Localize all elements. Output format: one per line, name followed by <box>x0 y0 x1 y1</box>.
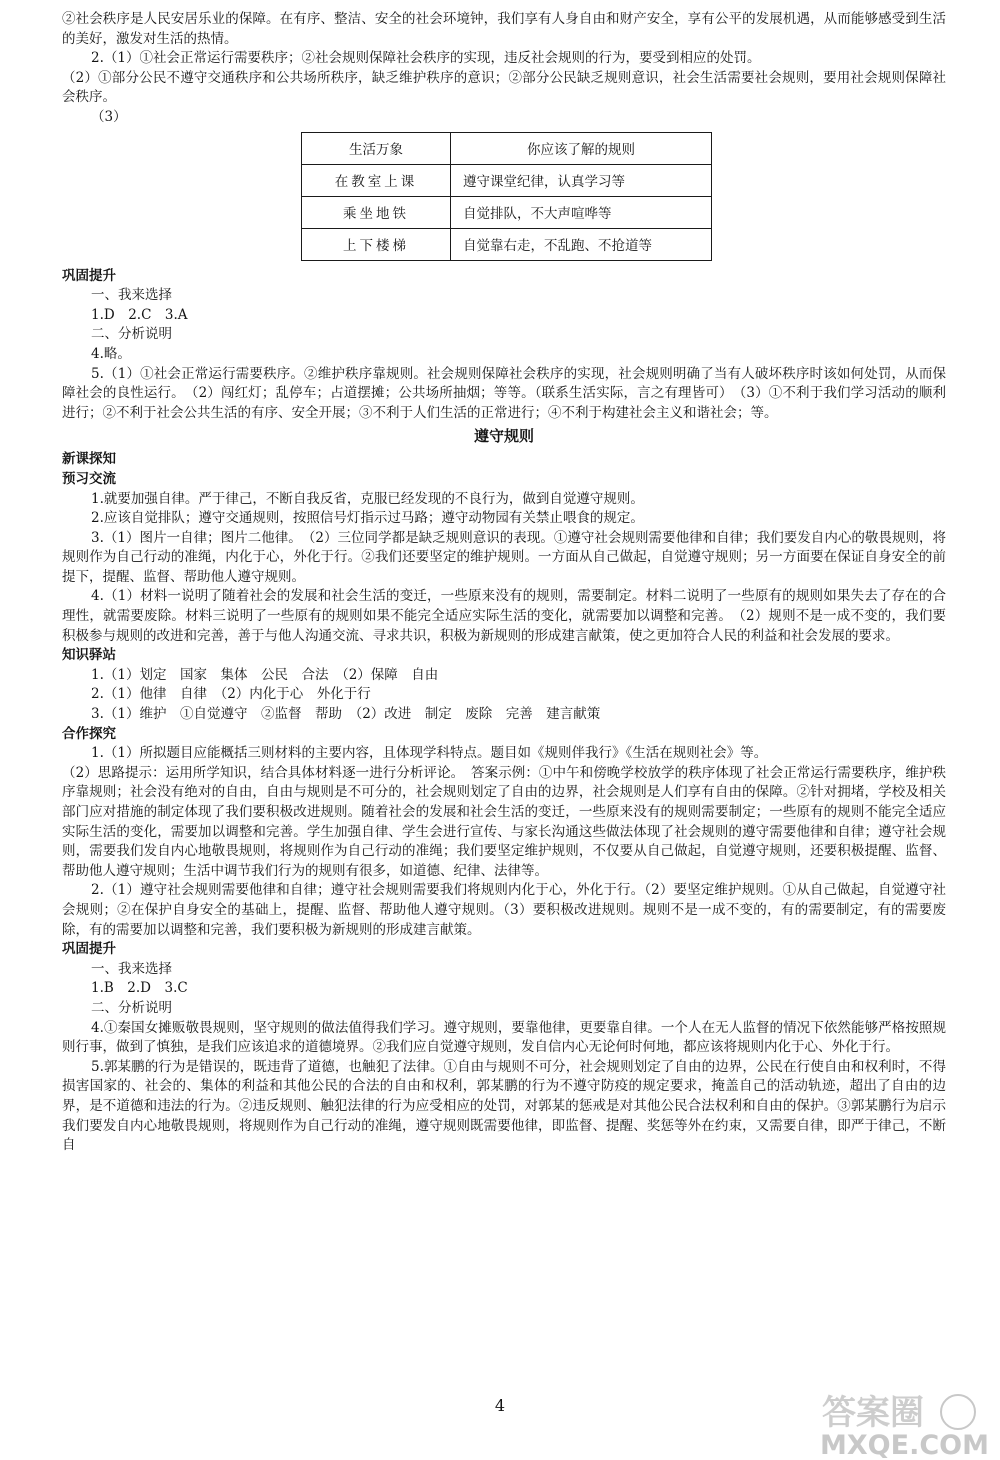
paragraph-answer-2-3-label: （3） <box>91 108 127 125</box>
choice-answers: 1.D 2.C 3.A <box>91 306 188 323</box>
rules-table-cell: 遵守课堂纪律，认真学习等 <box>451 164 712 196</box>
watermark-url: MXQE.COM <box>820 1430 989 1458</box>
knowledge-line-3: 3.（1）维护 ①自觉遵守 ②监督 帮助 （2）改进 制定 废除 完善 建言献策 <box>91 706 601 723</box>
rules-table-row <box>302 228 712 260</box>
answer-4: 4.①秦国女摊贩敬畏规则，坚守规则的做法值得我们学习。遵守规则，要靠他律，更要靠自律。一个人在无人监督的情况下依然能够严格按照规则行事，做到了慎独，是我们应该追求的道德境界。②我们应自觉遵守规则，发自信内心无论何时何地，都应该将规则内化于心、外化于行。 <box>62 1019 946 1056</box>
section-heading-review: 巩固提升 <box>62 267 116 284</box>
rules-table-cell: 乘坐地铁 <box>302 196 451 228</box>
paragraph-answer-2-2: （2）①部分公民不遵守交通秩序和公共场所秩序，缺乏维护秩序的意识；②部分公民缺乏规则意识，社会生活需要社会规则，要用社会规则保障社会秩序。 <box>62 69 946 106</box>
section-heading-knowledge: 知识驿站 <box>62 647 116 664</box>
subheading-choice: 一、我来选择 <box>91 960 172 977</box>
section-heading-preview: 预习交流 <box>62 470 116 487</box>
answer-5: 5.（1）①社会正常运行需要秩序。②维护秩序靠规则。社会规则保障社会秩序的实现，社会规则明确了当有人破坏秩序时该如何处罚，从而保障社会的良性运行。 （2）闯红灯；乱停车；占道摆摊；公共场所抽烟；等等。（联系生活实际，言之有理皆可） （3）①不利于我们学习活动的顺利进行；②不利于社会公共生活的有序、安全开展；③不利于人们生活的正常进行；④不利于构建社会主义和谐社会；等。 <box>62 365 946 421</box>
rules-table-header-cell: 你应该了解的规则 <box>451 132 712 164</box>
preview-answer-1: 1.就要加强自律。严于律己，不断自我反省，克服已经发现的不良行为，做到自觉遵守规则。 <box>91 490 644 507</box>
rules-table-header-cell: 生活万象 <box>302 132 451 164</box>
preview-answer-2: 2.应该自觉排队；遵守交通规则，按照信号灯指示过马路；遵守动物园有关禁止喂食的规定。 <box>91 510 644 527</box>
subheading-analysis: 二、分析说明 <box>91 999 172 1016</box>
watermark-logo <box>818 1388 994 1458</box>
rules-table-row <box>302 164 712 196</box>
cooperation-answer-2: 2.（1）遵守社会规则需要他律和自律；遵守社会规则需要我们将规则内化于心，外化于行。（2）要坚定维护规则。①从自己做起，自觉遵守社会规则；②在保护自身安全的基础上，提醒、监督、帮助他人遵守规则。（3）要积极改进规则。规则不是一成不变的，有的需要制定，有的需要废除，有的需要加以调整和完善，我们要积极为新规则的形成建言献策。 <box>62 882 946 938</box>
rules-table-cell: 自觉排队，不大声喧哗等 <box>451 196 712 228</box>
lesson-title: 遵守规则 <box>473 427 534 446</box>
cooperation-answer-1-2: （2）思路提示：运用所学知识，结合具体材料逐一进行分析评论。 答案示例：①中午和傍晚学校放学的秩序体现了社会正常运行需要秩序，维护秩序靠规则；社会没有绝对的自由，自由与规则是不可分的，社会规则划定了自由的边界，社会规则是人们享有自由的保障。②针对拥堵，学校及相关部门应对措施的制定体现了我们要积极改进规则。随着社会的发展和社会生活的变迁，一些原来没有的规则需要制定；一些原有的规则不能完全适应实际生活的变化，需要加以调整和完善。学生加强自律、学生会进行宣传、与家长沟通这些做法体现了社会规则的遵守需要他律和自律；遵守社会规则，需要我们发自内心地敬畏规则，将规则作为自己行动的准绳；我们要坚定维护规则，不仅要从自己做起，自觉遵守规则，还要积极提醒、监督、帮助他人遵守规则；生活中调节我们行为的规则有很多，如道德、纪律、法律等。 <box>62 764 946 879</box>
rules-table-row <box>302 196 712 228</box>
preview-answer-4: 4.（1）材料一说明了随着社会的发展和社会生活的变迁，一些原来没有的规则，需要制定。材料二说明了一些原有的规则如果失去了存在的合理性，就需要废除。材料三说明了一些原有的规则如果不能完全适应实际生活的变化，就需要加以调整和完善。 （2）规则不是一成不变的，我们要积极参与规则的改进和完善，善于与他人沟通交流、寻求共识，积极为新规则的形成建言献策，使之更加符合人民的利益和社会发展的要求。 <box>62 588 946 644</box>
cooperation-answer-1: 1.（1）所拟题目应能概括三则材料的主要内容，且体现学科特点。题目如《规则伴我行》《生活在规则社会》等。 <box>91 745 768 762</box>
rules-table <box>301 132 712 261</box>
rules-table-cell: 在教室上课 <box>302 164 451 196</box>
section-heading-review: 巩固提升 <box>62 941 116 958</box>
page-number: 4 <box>494 1396 506 1415</box>
choice-answers: 1.B 2.D 3.C <box>91 980 188 997</box>
section-heading-cooperation: 合作探究 <box>62 725 116 742</box>
section-heading-new-lesson: 新课探知 <box>62 451 116 468</box>
page-content <box>62 10 946 1156</box>
rules-table-cell: 上下楼梯 <box>302 228 451 260</box>
watermark-text: 答案圈 <box>822 1393 924 1433</box>
subheading-analysis: 二、分析说明 <box>91 326 172 343</box>
knowledge-line-2: 2.（1）他律 自律 （2）内化于心 外化于行 <box>91 686 371 703</box>
subheading-choice: 一、我来选择 <box>91 287 172 304</box>
knowledge-line-1: 1.（1）划定 国家 集体 公民 合法 （2）保障 自由 <box>91 666 439 683</box>
rules-table-header-row <box>302 132 712 164</box>
paragraph-answer-2-1: 2.（1）①社会正常运行需要秩序；②社会规则保障社会秩序的实现，违反社会规则的行为，要受到相应的处罚。 <box>91 50 761 67</box>
answer-4: 4.略。 <box>91 345 131 362</box>
answer-5: 5.郭某鹏的行为是错误的，既违背了道德，也触犯了法律。①自由与规则不可分，社会规则划定了自由的边界，公民在行使自由和权利时，不得损害国家的、社会的、集体的利益和其他公民的合法的自由和权利，郭某鹏的行为不遵守防疫的规定要求，掩盖自己的活动轨迹，超出了自由的边界，是不道德和违法的行为。②违反规则、触犯法律的行为应受相应的处罚，对郭某的惩戒是对其他公民合法权利和自由的保护。③郭某鹏行为启示我们要发自内心地敬畏规则，将规则作为自己行动的准绳，遵守规则既需要他律，即监督、提醒、奖惩等外在约束，又需要自律，即严于律己，不断自 <box>62 1058 946 1154</box>
paragraph-social-order: ②社会秩序是人民安居乐业的保障。在有序、整洁、安全的社会环境钟，我们享有人身自由和财产安全，享有公平的发展机遇，从而能够感受到生活的美好，激发对生活的热情。 <box>62 11 946 47</box>
preview-answer-3: 3.（1）图片一自律；图片二他律。 （2）三位同学都是缺乏规则意识的表现。①遵守社会规则需要他律和自律；我们要发自内心的敬畏规则，将规则作为自己行动的准绳，内化于心，外化于行。②我们还要坚定的维护规则。一方面从自己做起，自觉遵守规则；另一方面要在保证自身安全的前提下，提醒、监督、帮助他人遵守规则。 <box>62 529 946 585</box>
rules-table-cell: 自觉靠右走，不乱跑、不抢道等 <box>451 228 712 260</box>
